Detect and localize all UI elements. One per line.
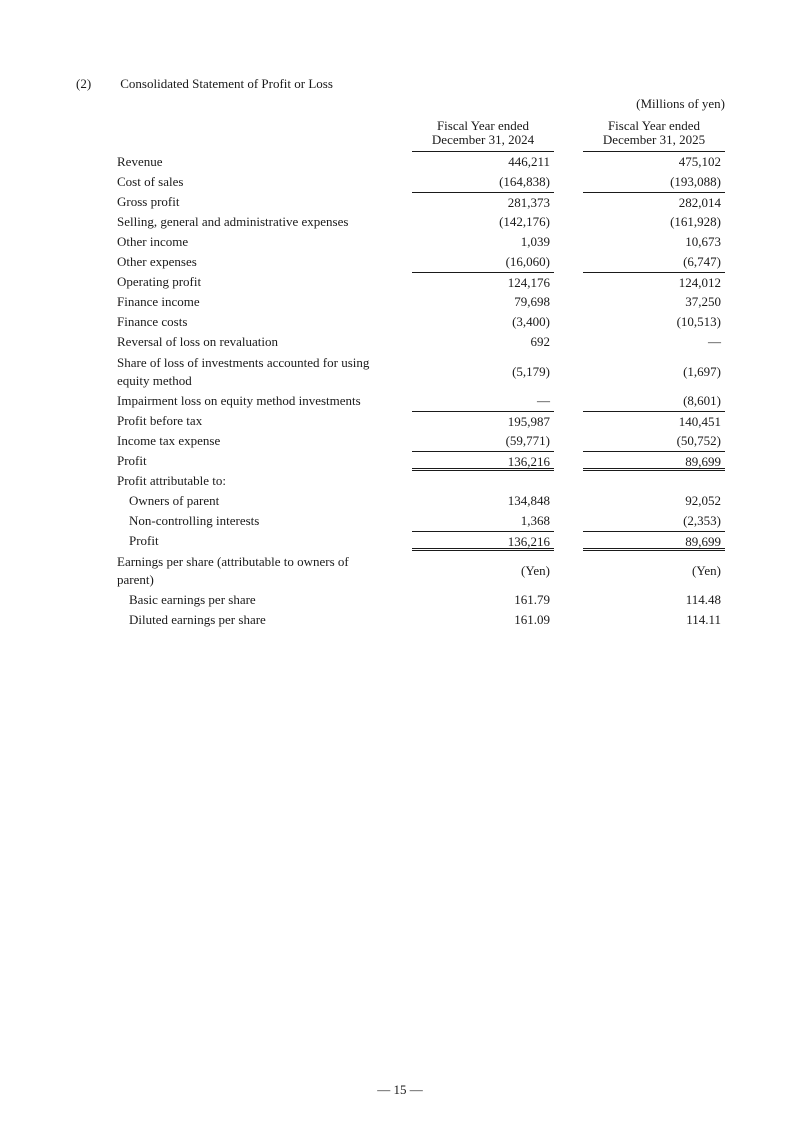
value-fy2024: 692 bbox=[530, 334, 550, 349]
units-note: (Millions of yen) bbox=[636, 96, 725, 111]
table-row bbox=[117, 292, 725, 312]
table-row bbox=[117, 212, 725, 232]
value-fy2024: — bbox=[537, 393, 550, 408]
row-label: Profit bbox=[129, 533, 159, 548]
value-fy2025: 124,012 bbox=[583, 272, 725, 292]
table-row bbox=[117, 411, 725, 431]
value-fy2024: 136,216 bbox=[412, 451, 554, 471]
value-fy2025: 89,699 bbox=[583, 531, 725, 551]
row-label: Profit before tax bbox=[117, 413, 203, 428]
row-label: Finance income bbox=[117, 294, 200, 309]
value-fy2025: (6,747) bbox=[683, 254, 721, 269]
row-label: Revenue bbox=[117, 154, 163, 169]
value-fy2025: (1,697) bbox=[683, 364, 721, 379]
value-fy2025: 10,673 bbox=[685, 234, 721, 249]
section-heading bbox=[76, 76, 333, 92]
page-number: — 15 — bbox=[377, 1082, 423, 1097]
value-fy2025 bbox=[583, 471, 725, 491]
value-fy2024: (3,400) bbox=[512, 314, 550, 329]
row-label: Reversal of loss on revaluation bbox=[117, 334, 279, 349]
table-row bbox=[117, 192, 725, 212]
row-label: Basic earnings per share bbox=[129, 592, 256, 607]
table-row bbox=[117, 312, 725, 332]
row-label: Gross profit bbox=[117, 194, 180, 209]
value-fy2025: 114.11 bbox=[686, 612, 721, 627]
value-fy2024: (Yen) bbox=[520, 563, 550, 578]
value-fy2025: (50,752) bbox=[676, 433, 721, 448]
value-fy2024 bbox=[412, 471, 554, 491]
row-label: Other income bbox=[117, 234, 189, 249]
value-fy2024: 136,216 bbox=[412, 531, 554, 551]
table-row bbox=[117, 352, 725, 391]
table-row bbox=[117, 172, 725, 192]
value-fy2024: (142,176) bbox=[499, 214, 550, 229]
value-fy2024: 161.09 bbox=[514, 612, 550, 627]
value-fy2025: (8,601) bbox=[683, 393, 721, 408]
row-label: Earnings per share (attributable to owners of parent) bbox=[117, 554, 349, 587]
table-row bbox=[117, 511, 725, 531]
value-fy2025: (2,353) bbox=[683, 513, 721, 528]
value-fy2024: (164,838) bbox=[499, 174, 550, 189]
value-fy2024: 134,848 bbox=[507, 493, 550, 508]
row-label: Income tax expense bbox=[117, 433, 221, 448]
row-label: Profit attributable to: bbox=[117, 473, 227, 488]
table-row bbox=[117, 232, 725, 252]
row-label: Selling, general and administrative expenses bbox=[117, 214, 349, 229]
column-header-fy2024: Fiscal Year ended December 31, 2024 bbox=[412, 119, 554, 152]
section-number: (2) bbox=[76, 76, 92, 91]
value-fy2024: 1,039 bbox=[520, 234, 550, 249]
row-label: Owners of parent bbox=[129, 493, 220, 508]
value-fy2025: (193,088) bbox=[670, 174, 721, 189]
value-fy2024: (59,771) bbox=[505, 433, 550, 448]
value-fy2025: 282,014 bbox=[583, 192, 725, 212]
value-fy2024: 124,176 bbox=[412, 272, 554, 292]
table-row bbox=[117, 531, 725, 551]
value-fy2024: 1,368 bbox=[520, 513, 550, 528]
value-fy2025: (10,513) bbox=[676, 314, 721, 329]
table-row bbox=[117, 152, 725, 172]
table-row bbox=[117, 252, 725, 272]
value-fy2024: 161.79 bbox=[514, 592, 550, 607]
value-fy2025: (Yen) bbox=[691, 563, 721, 578]
row-label: Profit bbox=[117, 453, 147, 468]
value-fy2024: 195,987 bbox=[412, 411, 554, 431]
row-label: Operating profit bbox=[117, 274, 202, 289]
column-header-fy2025: Fiscal Year ended December 31, 2025 bbox=[583, 119, 725, 152]
value-fy2024: 79,698 bbox=[514, 294, 550, 309]
row-label: Cost of sales bbox=[117, 174, 184, 189]
statement-table bbox=[117, 152, 725, 630]
value-fy2025: (161,928) bbox=[670, 214, 721, 229]
table-row bbox=[117, 471, 725, 491]
value-fy2025: 140,451 bbox=[583, 411, 725, 431]
value-fy2024: 446,211 bbox=[508, 154, 550, 169]
section-title: Consolidated Statement of Profit or Loss bbox=[120, 76, 333, 91]
row-label: Share of loss of investments accounted for using equity method bbox=[117, 355, 370, 388]
value-fy2024: (16,060) bbox=[505, 254, 550, 269]
value-fy2025: — bbox=[708, 334, 721, 349]
row-label: Other expenses bbox=[117, 254, 197, 269]
table-row bbox=[117, 551, 725, 590]
table-row bbox=[117, 491, 725, 511]
table-row bbox=[117, 590, 725, 610]
table-row bbox=[117, 610, 725, 630]
table-row bbox=[117, 391, 725, 411]
table-row bbox=[117, 451, 725, 471]
value-fy2025: 475,102 bbox=[678, 154, 721, 169]
row-label: Non-controlling interests bbox=[129, 513, 260, 528]
value-fy2025: 114.48 bbox=[685, 592, 721, 607]
table-row bbox=[117, 332, 725, 352]
value-fy2024: 281,373 bbox=[412, 192, 554, 212]
table-row bbox=[117, 272, 725, 292]
row-label: Diluted earnings per share bbox=[129, 612, 266, 627]
row-label: Finance costs bbox=[117, 314, 188, 329]
value-fy2025: 89,699 bbox=[583, 451, 725, 471]
table-row bbox=[117, 431, 725, 451]
value-fy2025: 92,052 bbox=[685, 493, 721, 508]
value-fy2025: 37,250 bbox=[685, 294, 721, 309]
value-fy2024: (5,179) bbox=[512, 364, 550, 379]
row-label: Impairment loss on equity method investments bbox=[117, 393, 361, 408]
